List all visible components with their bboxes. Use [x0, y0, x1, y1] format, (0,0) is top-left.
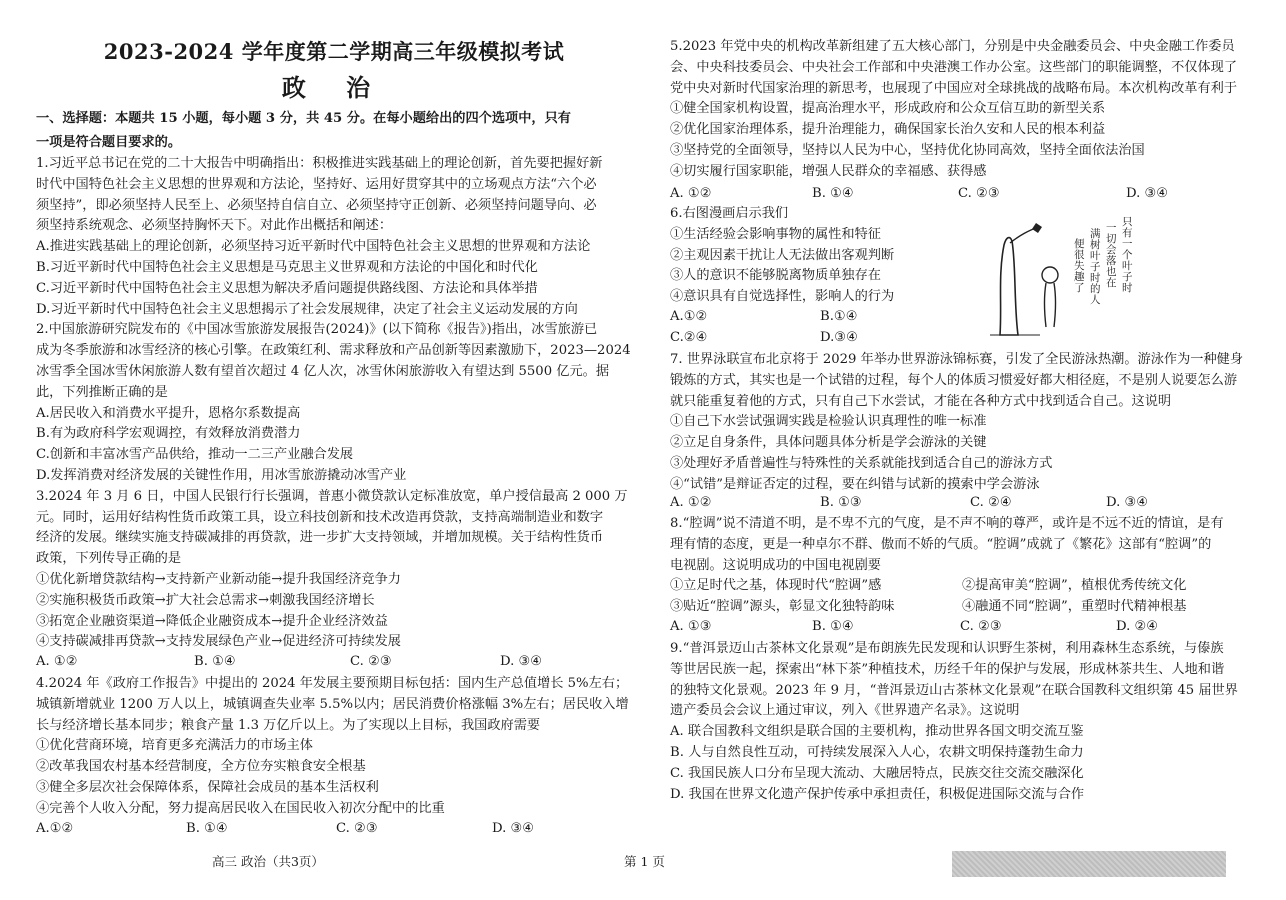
text-line: C.习近平新时代中国特色社会主义思想为解决矛盾问题提供路线图、方法论和具体举措 [36, 280, 538, 296]
cartoon-text: 只有一个叶子时 [1122, 216, 1133, 294]
q8-choice: ③贴近“腔调”源头，彰显文化独特韵味 [670, 599, 895, 614]
text-line: 电视剧。这说明成功的中国电视剧要 [670, 557, 881, 573]
text-line: ②主观因素干扰让人无法做出客观判断 [670, 247, 895, 263]
q8-choice: ①立足时代之基，体现时代“腔调”感 [670, 578, 882, 593]
text-line: ②实施积极货币政策→扩大社会总需求→刺激我国经济增长 [36, 592, 375, 608]
text-line: ①优化新增贷款结构→支持新产业新动能→提升我国经济竞争力 [36, 572, 401, 587]
q8-choice: ④融通不同“腔调”，重塑时代精神根基 [962, 599, 1187, 614]
text-line: ③人的意识不能够脱离物质单独存在 [670, 268, 881, 284]
option: A. ①② [36, 654, 78, 669]
text-line: ①健全国家机构设置，提高治理水平，形成政府和公众互信互助的新型关系 [670, 101, 1106, 117]
text-line: 等世居民族一起，探索出“林下茶”种植技术，历经千年的保护与发展，形成林茶共生、人地和谐 [670, 661, 1225, 677]
subject-title: 政 治 [281, 73, 387, 102]
text-line: 锻炼的方式，其实也是一个试错的过程，每个人的体质习惯爱好都大相径庭，不是别人说要怎么游 [670, 372, 1238, 388]
text-line: ③处理好矛盾普遍性与特殊性的关系就能找到适合自己的游泳方式 [670, 456, 1053, 471]
option: D. ③④ [500, 654, 543, 669]
text-line: 理有情的态度，更是一种卓尔不群、傲而不娇的气质。“腔调”成就了《繁花》这部有“腔调”的 [670, 536, 1212, 552]
cartoon-text: 一切会落也在 [1106, 222, 1117, 289]
text-line: ④完善个人收入分配，努力提高居民收入在国民收入初次分配中的比重 [36, 800, 445, 816]
text-line: 时代中国特色社会主义思想的世界观和方法论，坚持好、运用好贯穿其中的立场观点方法“六个必 [36, 176, 597, 192]
cartoon-text: 满树叶子时的人 [1090, 228, 1101, 306]
option: C. ②③ [958, 186, 1000, 201]
option: B. ①④ [194, 654, 236, 669]
text-line: A. 联合国教科文组织是联合国的主要机构，推动世界各国文明交流互鉴 [670, 724, 1084, 740]
text-line: 党中央对新时代国家治理的新思考，也展现了中国应对全球挑战的战略布局。本次机构改革有利于 [670, 80, 1238, 96]
footer-page-number: 第 1 页 [624, 854, 665, 869]
option: B. ①④ [812, 619, 854, 634]
text-line: B.习近平新时代中国特色社会主义思想是马克思主义世界观和方法论的中国化和时代化 [36, 260, 538, 275]
option: C. ②③ [960, 619, 1002, 634]
cartoon-text: 便很失趣了 [1074, 238, 1085, 294]
text-line: 2.中国旅游研究院发布的《中国冰雪旅游发展报告(2024)》(以下简称《报告》)指出，冰雪旅游已 [36, 322, 598, 338]
text-line: 9.“普洱景迈山古茶林文化景观”是布朗族先民发现和认识野生茶树，利用森林生态系统，与傣族 [670, 641, 1224, 656]
text-line: 经济的发展。继续实施支持碳减排的再贷款，进一步扩大支持领域，并增加规模。关于结构性货币 [36, 530, 604, 546]
section-heading-cont: 一项是符合题目要求的。 [36, 135, 182, 150]
text-line: 会、中央科技委员会、中央社会工作部和中央港澳工作办公室。这些部门的职能调整，不仅体现了 [670, 59, 1238, 75]
text-line: 8.“腔调”说不清道不明，是不卑不亢的气度，是不声不响的尊严，或许是不远不近的情谊，是有 [670, 516, 1224, 531]
q8-choice: ②提高审美“腔调”，植根优秀传统文化 [962, 578, 1187, 593]
exam-title: 2023-2024 学年度第二学期高三年级模拟考试 [103, 39, 565, 64]
option: C. ②③ [336, 821, 378, 836]
text-line: A.推进实践基础上的理论创新，必须坚持习近平新时代中国特色社会主义思想的世界观和方法论 [36, 239, 591, 255]
text-line: ①自己下水尝试强调实践是检验认识真理性的唯一标准 [670, 414, 987, 430]
text-line: 须坚持系统观念、必须坚持胸怀天下。对此作出概括和阐述： [36, 218, 393, 234]
section-heading: 一、选择题：本题共 15 小题，每小题 3 分，共 45 分。在每小题给出的四个选项中，只有 [36, 111, 571, 126]
text-line: ①优化营商环境，培育更多充满活力的市场主体 [36, 738, 313, 754]
text-line: B.有为政府科学宏观调控，有效释放消费潜力 [36, 426, 301, 442]
option: A. ①② [670, 186, 712, 201]
text-line: ④“试错”是辩证否定的过程，要在纠错与试新的摸索中学会游泳 [670, 476, 1040, 492]
option: A. ①② [670, 495, 712, 510]
text-line: ①生活经验会影响事物的属性和特征 [670, 226, 881, 242]
text-line: ④意识具有自觉选择性，影响人的行为 [670, 289, 895, 305]
option: B. ①③ [820, 495, 862, 510]
text-line: 此，下列推断正确的是 [36, 384, 168, 400]
text-line: 就只能重复着他的方式，只有自己下水尝试，才能在各种方式中找到适合自己。这说明 [670, 393, 1172, 409]
text-line: 须坚持”，即必须坚持人民至上、必须坚持自信自立、必须坚持守正创新、必须坚持问题导向、必 [36, 197, 597, 213]
text-line: 元。同时，运用好结构性货币政策工具，设立科技创新和技术改造再贷款，支持高端制造业和数字 [36, 509, 604, 525]
option: A.①② [670, 309, 708, 324]
text-line: ③坚持党的全面领导，坚持以人民为中心，坚持优化协同高效，坚持全面依法治国 [670, 143, 1145, 158]
text-line: B. 人与自然良性互动，可持续发展深入人心，农耕文明保持蓬勃生命力 [670, 745, 1084, 760]
text-line: 遗产委员会会议上通过审议，列入《世界遗产名录》。这说明 [670, 703, 1020, 719]
text-line: 的独特文化景观。2023 年 9 月，“普洱景迈山古茶林文化景观”在联合国教科文组织第 45 届世界 [670, 682, 1238, 698]
text-line: ③拓宽企业融资渠道→降低企业融资成本→提升企业经济效益 [36, 613, 388, 629]
option: C.②④ [670, 330, 708, 345]
footer-barcode-box [952, 851, 1226, 877]
text-line: D.发挥消费对经济发展的关键性作用，用冰雪旅游撬动冰雪产业 [36, 468, 407, 483]
footer-page-info: 高三 政治（共3页） [212, 854, 324, 869]
text-line: ③健全多层次社会保障体系，保障社会成员的基本生活权利 [36, 780, 379, 795]
option: B. ①④ [186, 821, 228, 836]
text-line: ②立足自身条件，具体问题具体分析是学会游泳的关键 [670, 435, 987, 451]
option: D. ③④ [1126, 186, 1169, 201]
text-line: 长与经济增长基本同步；粮食产量 1.3 万亿斤以上。为了实现以上目标，我国政府需要 [36, 717, 541, 733]
text-line: D.习近平新时代中国特色社会主义思想揭示了社会发展规律，决定了社会主义运动发展的方向 [36, 301, 578, 317]
text-line: 4.2024 年《政府工作报告》中提出的 2024 年发展主要预期目标包括：国内生产总值增长 5%左右； [36, 676, 629, 691]
option: A. ①③ [670, 619, 712, 634]
option: B.①④ [820, 309, 858, 324]
text-line: 冰雪季全国冰雪休闲旅游人数有望首次超过 4 亿人次，冰雪休闲旅游收入有望达到 5500 亿元。据 [36, 364, 610, 379]
option: D. ③④ [1106, 495, 1149, 510]
text-line: ②优化国家治理体系，提升治理能力，确保国家长治久安和人民的根本利益 [670, 122, 1106, 138]
option: D.③④ [820, 330, 858, 345]
option: A.①② [36, 821, 74, 836]
text-line: ②改革我国农村基本经营制度，全方位夯实粮食安全根基 [36, 759, 366, 775]
text-line: 6.右图漫画启示我们 [670, 206, 789, 221]
cartoon-image [980, 215, 1140, 340]
option: B. ①④ [812, 186, 854, 201]
text-line: C.创新和丰富冰雪产品供给，推动一二三产业融合发展 [36, 447, 354, 463]
option: D. ②④ [1116, 619, 1159, 634]
text-line: C. 我国民族人口分布呈现大流动、大融居特点，民族交往交流交融深化 [670, 765, 1084, 781]
text-line: 1.习近平总书记在党的二十大报告中明确指出：积极推进实践基础上的理论创新，首先要把握好新 [36, 156, 603, 171]
text-line: 城镇新增就业 1200 万人以上，城镇调查失业率 5.5%以内；居民消费价格涨幅 3%左右；居民收入增 [36, 696, 629, 712]
option: C. ②③ [350, 654, 392, 669]
text-line: ④切实履行国家职能，增强人民群众的幸福感、获得感 [670, 163, 987, 179]
option: D. ③④ [492, 821, 535, 836]
text-line: 政策，下列传导正确的是 [36, 551, 182, 567]
option: C. ②④ [970, 495, 1012, 510]
text-line: D. 我国在世界文化遗产保护传承中承担责任，积极促进国际交流与合作 [670, 786, 1085, 802]
text-line: ④支持碳减排再贷款→支持发展绿色产业→促进经济可持续发展 [36, 634, 401, 650]
text-line: 5.2023 年党中央的机构改革新组建了五大核心部门，分别是中央金融委员会、中央金融工作委员 [670, 39, 1235, 54]
text-line: 3.2024 年 3 月 6 日，中国人民银行行长强调，普惠小微贷款认定标准放宽，单户授信最高 2 000 万 [36, 488, 628, 504]
text-line: 成为冬季旅游和冰雪经济的核心引擎。在政策红利、需求释放和产品创新等因素激励下，2023—2024 [36, 343, 631, 359]
text-line: A.居民收入和消费水平提升，恩格尔系数提高 [36, 405, 301, 421]
text-line: 7. 世界泳联宣布北京将于 2029 年举办世界游泳锦标赛，引发了全民游泳热潮。游泳作为一种健身 [670, 352, 1244, 367]
